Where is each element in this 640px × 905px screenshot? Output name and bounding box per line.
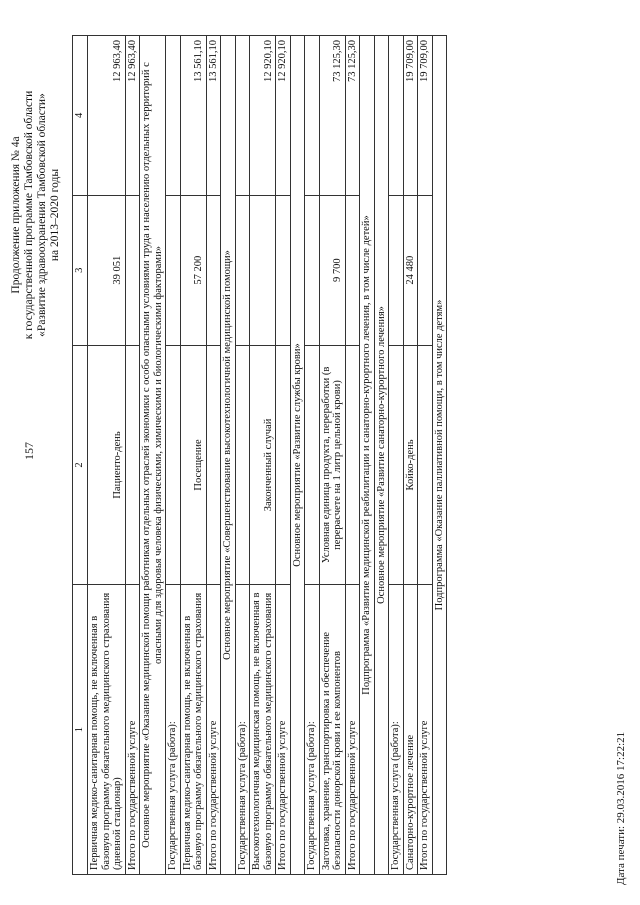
total-label: Итого по государственной услуге	[125, 585, 140, 875]
cost-cell: 13 561,10	[180, 36, 206, 196]
table-row	[319, 36, 345, 875]
volume-cell: 39 051	[88, 195, 126, 345]
section-row	[374, 36, 389, 875]
section-row	[360, 36, 375, 875]
service-name: Высокотехнологичная медицинская помощь, не включенная в базовую программу обязательного медицинского страхования	[250, 585, 276, 875]
service-name: Заготовка, хранение, транспортировка и обеспечение безопасности донорской крови и ее компонентов	[319, 585, 345, 875]
unit-cell: Койко-день	[403, 345, 418, 585]
column-number: 1	[73, 585, 88, 875]
services-table	[72, 35, 447, 875]
column-number: 2	[73, 345, 88, 585]
table-row	[389, 36, 404, 875]
volume-cell: 57 200	[180, 195, 206, 345]
header-line: к государственной программе Тамбовской области	[23, 90, 35, 340]
table-row	[250, 36, 276, 875]
cost-cell: 12 963,40	[125, 36, 140, 196]
section-row	[432, 36, 447, 875]
total-label: Итого по государственной услуге	[276, 585, 291, 875]
unit-cell: Законченный случай	[250, 345, 276, 585]
cost-cell: 12 920,10	[250, 36, 276, 196]
page-number: 157	[22, 442, 36, 460]
service-name: Первичная медико-санитарная помощь, не включенная в базовую программу обязательного медицинского страхования	[180, 585, 206, 875]
subprogram-heading: Подпрограмма «Развитие медицинской реабилитации и санаторно-курортного лечения, в том числе детей»	[360, 36, 375, 875]
total-label: Итого по государственной услуге	[345, 585, 360, 875]
service-group-label: Государственная услуга (работа):	[389, 585, 404, 875]
section-row	[290, 36, 305, 875]
table-row	[166, 36, 181, 875]
table-row	[276, 36, 291, 875]
print-date: Дата печати: 29.03.2016 17:22:21	[615, 731, 627, 885]
column-number-row	[73, 36, 88, 875]
table-row	[88, 36, 126, 875]
header-line: на 2013–2020 годы	[49, 168, 61, 262]
header-line: Продолжение приложения № 4а	[10, 136, 22, 294]
table-row	[305, 36, 320, 875]
cost-cell: 12 963,40	[88, 36, 126, 196]
cost-cell: 73 125,30	[319, 36, 345, 196]
table-row	[235, 36, 250, 875]
table-row	[345, 36, 360, 875]
service-group-label: Государственная услуга (работа):	[235, 585, 250, 875]
service-group-label: Государственная услуга (работа):	[166, 585, 181, 875]
table-row	[180, 36, 206, 875]
section-heading: Основное мероприятие «Развитие санаторно-курортного лечения»	[374, 36, 389, 875]
unit-cell: Пациенто-день	[88, 345, 126, 585]
column-number: 4	[73, 36, 88, 196]
service-group-label: Государственная услуга (работа):	[305, 585, 320, 875]
cost-cell: 12 920,10	[276, 36, 291, 196]
cost-cell: 19 709,00	[418, 36, 433, 196]
service-name: Санаторно-курортное лечение	[403, 585, 418, 875]
section-heading: Основное мероприятие «Развитие службы крови»	[290, 36, 305, 875]
column-number: 3	[73, 195, 88, 345]
appendix-header	[10, 65, 62, 365]
table-row	[418, 36, 433, 875]
table-row	[125, 36, 140, 875]
unit-cell: Посещение	[180, 345, 206, 585]
section-heading: Основное мероприятие «Совершенствование высокотехнологичной медицинской помощи»	[221, 36, 236, 875]
subprogram-heading: Подпрограмма «Оказание паллиативной помощи, в том числе детям»	[432, 36, 447, 875]
volume-cell: 9 700	[319, 195, 345, 345]
section-row	[140, 36, 166, 875]
cost-cell: 13 561,10	[206, 36, 221, 196]
cost-cell: 19 709,00	[403, 36, 418, 196]
unit-cell: Условная единица продукта, переработки (в перерасчете на 1 литр цельной крови)	[319, 345, 345, 585]
total-label: Итого по государственной услуге	[418, 585, 433, 875]
table-row	[206, 36, 221, 875]
volume-cell: 24 480	[403, 195, 418, 345]
table-row	[403, 36, 418, 875]
total-label: Итого по государственной услуге	[206, 585, 221, 875]
service-name: Первичная медико-санитарная помощь, не включенная в базовую программу обязательного медицинского страхования (дневной стационар)	[88, 585, 126, 875]
cost-cell: 73 125,30	[345, 36, 360, 196]
section-heading: Основное мероприятие «Оказание медицинской помощи работникам отдельных отраслей экономики с особо опасными условиями труда и населению отдельных территорий с опасными для здоровья человека физическими, химическими и биологическими факторами»	[140, 36, 166, 875]
header-line: «Развитие здравоохранения Тамбовской области»	[36, 93, 48, 337]
section-row	[221, 36, 236, 875]
